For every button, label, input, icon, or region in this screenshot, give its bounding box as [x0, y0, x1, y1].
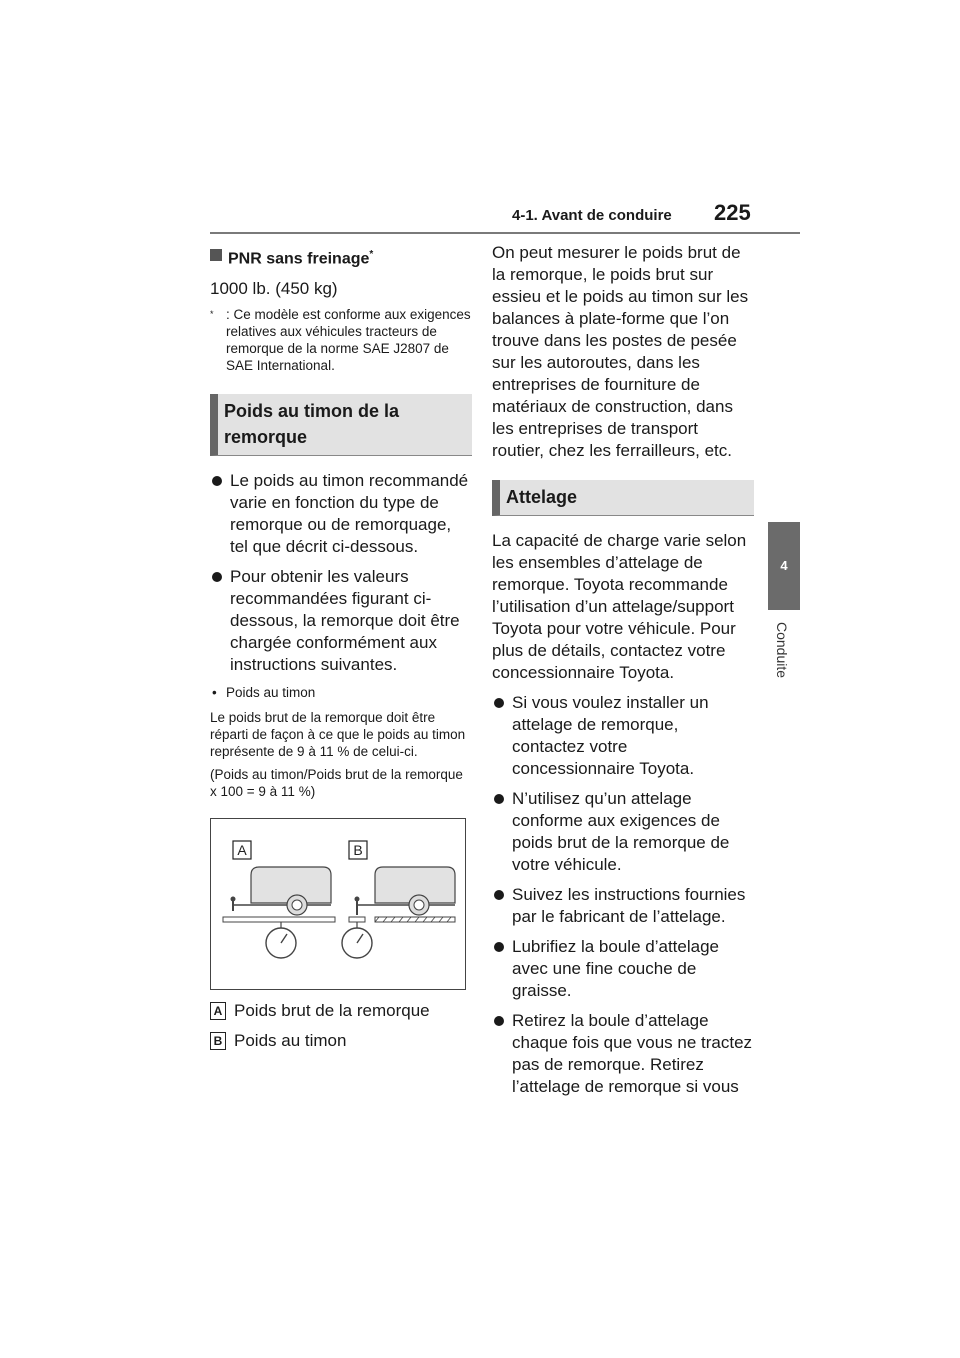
page-number: 225: [714, 200, 751, 225]
legend-key: A: [210, 1002, 226, 1020]
bullet-dot-icon: [212, 572, 222, 582]
bullet-dot-icon: [494, 890, 504, 900]
section-heading-attelage: Attelage: [492, 480, 754, 516]
bullet-dot-icon: [494, 794, 504, 804]
trailer-scale-illustration: [211, 819, 465, 989]
list-item: [492, 884, 754, 928]
small-list-item-text: Poids au timon: [226, 685, 316, 701]
legend-text: Poids brut de la remorque: [234, 1001, 430, 1021]
legend-item: [210, 1000, 472, 1022]
paragraph-formula: (Poids au timon/Poids brut de la remorque x 100 = 9 à 11 %): [210, 767, 463, 800]
right-column: [492, 242, 754, 1106]
small-bullet-mark: •: [212, 685, 217, 701]
trailer-weighing-figure: [210, 818, 466, 990]
paragraph-distribution: Le poids brut de la remorque doit être réparti de façon à ce que le poids au timon représente de 9 à 11 % de celui-ci.: [210, 710, 466, 760]
list-item: [492, 1010, 754, 1098]
list-item-text: Si vous voulez installer un attelage de remorque, contactez votre concessionnaire Toyota.: [512, 693, 709, 778]
left-column: [210, 244, 472, 1060]
list-item-text: Pour obtenir les valeurs recommandées figurant ci-dessous, la remorque doit être chargée conformément aux instructions suivantes.: [230, 567, 460, 675]
chapter-label: Conduite: [774, 622, 790, 679]
list-item-text: Retirez la boule d’attelage chaque fois que vous ne tractez pas de remorque. Retirez l’attelage de remorque si vous: [512, 1011, 753, 1096]
list-item: [492, 788, 754, 876]
list-item-text: Lubrifiez la boule d’attelage avec une fine couche de graisse.: [512, 937, 719, 1000]
paragraph-weighing: On peut mesurer le poids brut de la remorque, le poids brut sur essieu et le poids au timon sur les balances à plate-forme que l’on trouve dans les postes de pesée sur les autoroutes, dans les entreprises de fourniture de matériaux de construction, dans les entreprises de transport routier, chez les ferrailleurs, etc.: [492, 243, 749, 460]
header-section-title: 4-1. Avant de conduire: [512, 207, 672, 224]
figure-label-a: A: [237, 842, 247, 859]
bullet-dot-icon: [494, 942, 504, 952]
subheading-text: PNR sans freinage: [228, 250, 370, 268]
list-item: [492, 692, 754, 780]
square-bullet-icon: [210, 249, 222, 261]
footnote-text: : Ce modèle est conforme aux exigences relatives aux véhicules tracteurs de remorque de la norme SAE J2807 de SAE International.: [226, 307, 471, 374]
chapter-tab[interactable]: 4: [768, 522, 800, 610]
legend-key: B: [210, 1032, 226, 1050]
small-list-item: [210, 684, 472, 701]
list-item-text: Suivez les instructions fournies par le fabricant de l’attelage.: [512, 885, 746, 926]
pnr-value: 1000 lb. (450 kg): [210, 279, 338, 299]
subheading-pnr: [210, 244, 472, 270]
bullet-dot-icon: [494, 698, 504, 708]
footnote: [210, 306, 472, 374]
paragraph-capacity: La capacité de charge varie selon les ensembles d’attelage de remorque. Toyota recommande l’utilisation d’un attelage/support Toyota pour votre véhicule. Pour plus de détails, contactez votre concessionnaire Toyota.: [492, 531, 747, 682]
legend-text: Poids au timon: [234, 1031, 347, 1051]
section-heading-timon: Poids au timon de la remorque: [210, 394, 472, 456]
footnote-asterisk: *: [210, 309, 214, 320]
header-divider: [210, 232, 800, 234]
list-item-text: N’utilisez qu’un attelage conforme aux exigences de poids brut de la remorque de votre véhicule.: [512, 789, 730, 874]
bullet-dot-icon: [494, 1016, 504, 1026]
list-item-text: Le poids au timon recommandé varie en fonction du type de remorque ou de remorquage, tel que décrit ci-dessous.: [230, 471, 469, 557]
subheading-asterisk: *: [369, 249, 374, 260]
list-item: [210, 566, 472, 676]
list-item: [492, 936, 754, 1002]
legend-item: [210, 1030, 472, 1052]
list-item: [210, 470, 472, 558]
figure-label-b: B: [353, 842, 363, 859]
bullet-dot-icon: [212, 476, 222, 486]
